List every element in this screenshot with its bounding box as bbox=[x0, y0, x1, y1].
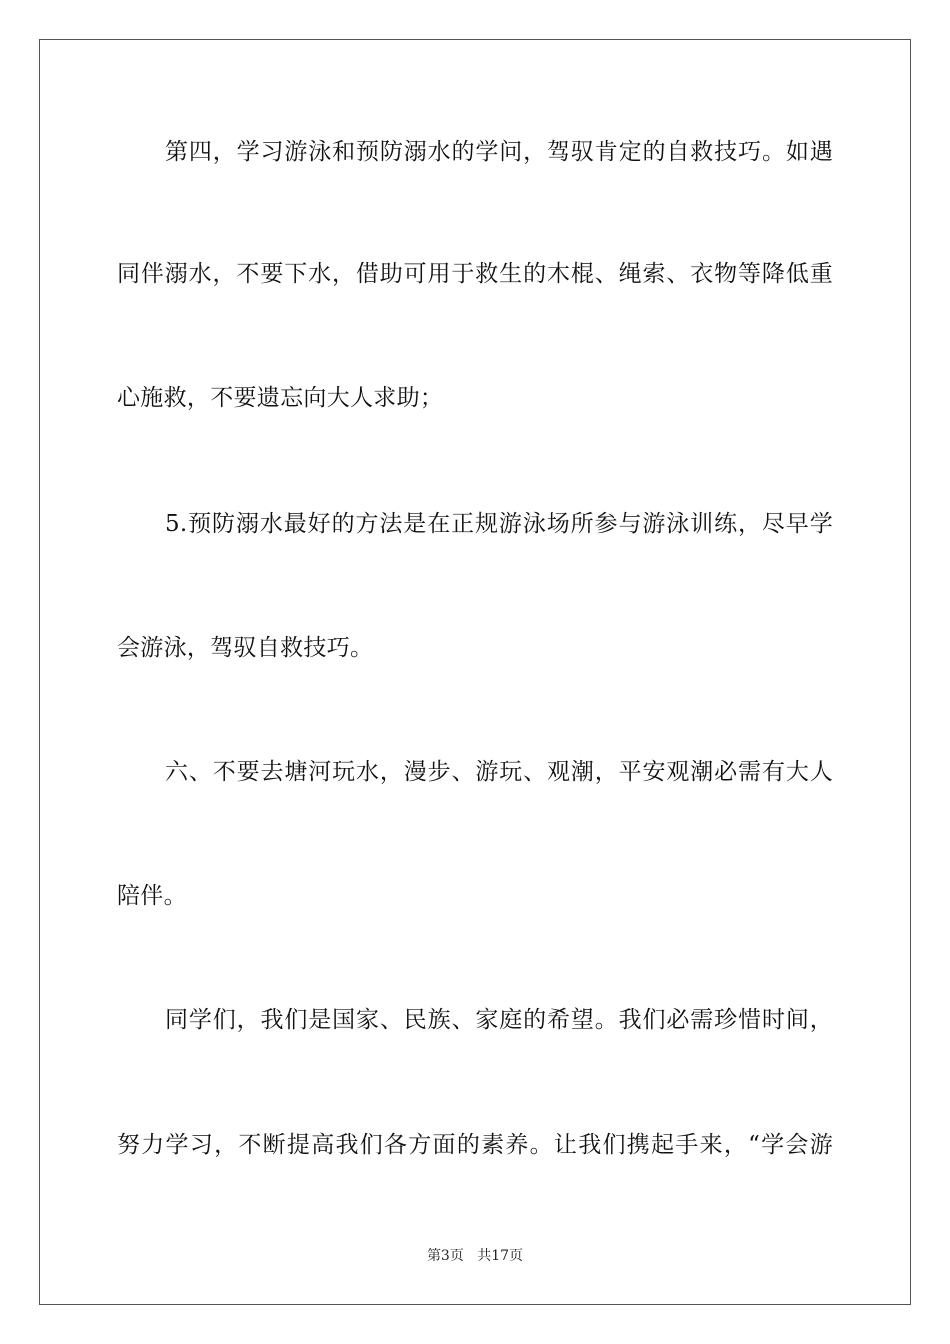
page-total: 共17页 bbox=[477, 1248, 524, 1264]
text-line-2: 同伴溺水，不要下水，借助可用于救生的木棍、绳索、衣物等降低重 bbox=[117, 261, 833, 287]
text-line-4: 5.预防溺水最好的方法是在正规游泳场所参与游泳训练，尽早学 bbox=[165, 511, 833, 537]
text-line-6: 六、不要去塘河玩水，漫步、游玩、观潮，平安观潮必需有大人 bbox=[165, 759, 833, 785]
page-footer bbox=[0, 1247, 950, 1265]
text-line-5: 会游泳，驾驭自救技巧。 bbox=[117, 635, 374, 661]
text-line-9: 努力学习，不断提高我们各方面的素养。让我们携起手来，“学会游 bbox=[117, 1132, 833, 1158]
text-line-8: 同学们，我们是国家、民族、家庭的希望。我们必需珍惜时间， bbox=[165, 1007, 833, 1033]
text-line-1: 第四，学习游泳和预防溺水的学问，驾驭肯定的自救技巧。如遇 bbox=[165, 139, 833, 165]
text-line-3: 心施救，不要遗忘向大人求助； bbox=[117, 385, 444, 411]
text-line-7: 陪伴。 bbox=[117, 883, 187, 909]
page-border bbox=[39, 39, 911, 1305]
page-number: 第3页 bbox=[426, 1248, 464, 1264]
